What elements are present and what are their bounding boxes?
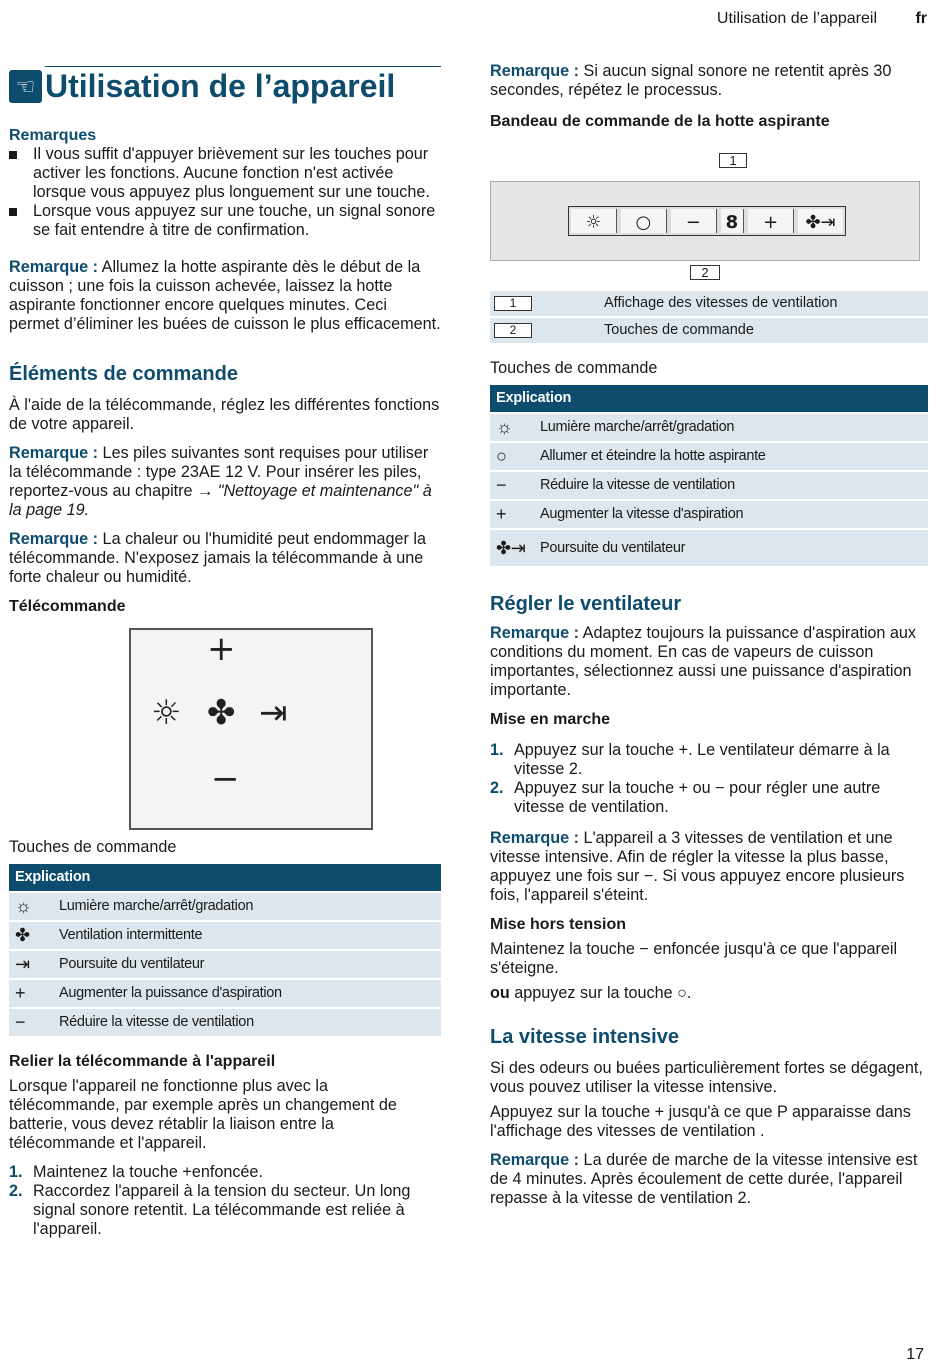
fan-heading: Régler le ventilateur [490, 593, 682, 615]
arrow-icon: → [197, 482, 214, 500]
switch-off-alt: ou appuyez sur la touche ○. [490, 984, 692, 1002]
note-text: Allumez la hotte aspirante dès le début de la cuisson ; une fois la cuisson achevée, laissez la hotte aspirante fonctionner encore quelques minutes. Ceci permet d’éliminer les buées de cuisson le plus efficacement. [9, 258, 441, 333]
list-item: 1. Appuyez sur la touche +. Le ventilateur démarre à la vitesse 2. [490, 741, 890, 778]
table-header: Explication [9, 864, 441, 891]
table-row [9, 922, 441, 949]
note-label: Remarque : [9, 530, 99, 548]
left-column [9, 62, 441, 1239]
table-cell: Affichage des vitesses de ventilation [600, 291, 928, 316]
table-row [490, 414, 928, 441]
fan-interval-icon: ✤ [9, 922, 53, 949]
light-icon: ☼ [571, 209, 617, 233]
table-cell: Ventilation intermittente [53, 922, 441, 949]
fan-overrun-icon: ✤⇥ [490, 530, 534, 566]
power-icon: ○ [490, 443, 534, 470]
plus-icon: + [748, 209, 794, 233]
table-row [490, 530, 928, 566]
switch-on-heading: Mise en marche [490, 711, 611, 728]
note-paragraph [9, 444, 441, 520]
table-cell: Augmenter la vitesse d'aspiration [534, 501, 928, 528]
light-icon: ☼ [490, 414, 534, 441]
table-cell: Poursuite du ventilateur [53, 951, 441, 978]
keys-caption: Touches de commande [490, 359, 658, 377]
note-text: L'appareil a 3 vitesses de ventilation et une vitesse intensive. Afin de régler la vitesse la plus basse, appuyez une fois sur −. Si vous appuyez encore plusieurs fois, l'appareil s'éteint. [490, 829, 905, 904]
fan-overrun-icon: ⇥ [259, 693, 288, 733]
page-number: 17 [906, 1346, 924, 1363]
note-paragraph [9, 258, 441, 334]
callout-row [490, 263, 928, 289]
note-label: Remarque : [490, 829, 580, 847]
plus-icon: + [207, 629, 236, 669]
table-cell: Lumière marche/arrêt/gradation [53, 893, 441, 920]
intensive-text: Appuyez sur la touche + jusqu'à ce que P apparaisse dans l'affichage des vitesses de ventilation . [490, 1103, 911, 1140]
keys-explanation-table [9, 862, 441, 1038]
callout-label: 2 [690, 265, 720, 280]
note-paragraph [490, 829, 928, 905]
list-item: Il vous suffit d'appuyer brièvement sur les touches pour activer les fonctions. Aucune fonction n'est activée lorsque vous appuyez plus longuement sur une touche. [9, 145, 441, 202]
running-header-title: Utilisation de l’appareil [716, 10, 877, 27]
table-row [490, 472, 928, 499]
switch-on-steps [490, 741, 928, 817]
callout-number: 2 [494, 323, 532, 338]
table-cell: Poursuite du ventilateur [534, 530, 928, 566]
table-cell: Réduire la vitesse de ventilation [534, 472, 928, 499]
remarks-heading: Remarques [9, 127, 97, 144]
section-title-block [15, 66, 441, 114]
panel-keys [568, 206, 846, 236]
remote-heading: Télécommande [9, 598, 126, 615]
table-header: Explication [490, 385, 928, 412]
intensive-heading: La vitesse intensive [490, 1026, 679, 1048]
plus-icon: + [490, 501, 534, 528]
panel-legend-table [490, 289, 928, 345]
speed-display: 8 [721, 209, 744, 233]
cross-reference-link[interactable]: "Nettoyage et maintenance" à la page 19. [9, 482, 432, 519]
keys-explanation-table [490, 383, 928, 568]
or-label: ou [490, 984, 510, 1002]
minus-icon: − [9, 1009, 53, 1036]
table-row [490, 318, 928, 343]
page-title: Utilisation de l’appareil [45, 68, 396, 104]
note-label: Remarque : [490, 62, 580, 80]
list-item: 2. Appuyez sur la touche + ou − pour régler une autre vitesse de ventilation. [490, 779, 881, 816]
note-text: Si aucun signal sonore ne retentit après 30 secondes, répétez le processus. [490, 62, 892, 99]
table-cell: Allumer et éteindre la hotte aspirante [534, 443, 928, 470]
note-paragraph [490, 624, 928, 700]
switch-off-heading: Mise hors tension [490, 916, 627, 933]
table-row [9, 980, 441, 1007]
note-label: Remarque : [9, 258, 99, 276]
note-text: La durée de marche de la vitesse intensive est de 4 minutes. Après écoulement de cette durée, l'appareil repasse à la vitesse de ventilation 2. [490, 1151, 918, 1207]
keys-caption: Touches de commande [9, 838, 177, 856]
elements-heading: Éléments de commande [9, 363, 238, 385]
remote-control-illustration [129, 628, 373, 830]
minus-icon: − [671, 209, 717, 233]
plus-icon: + [9, 980, 53, 1007]
elements-text: À l'aide de la télécommande, réglez les différentes fonctions de votre appareil. [9, 396, 440, 433]
fan-overrun-icon: ⇥ [9, 951, 53, 978]
note-label: Remarque : [490, 1151, 580, 1169]
note-text: Adaptez toujours la puissance d'aspiration aux conditions du moment. En cas de vapeurs de cuisson importantes, sélectionnez aussi une puissance d'aspiration importante. [490, 624, 917, 699]
light-icon: ☼ [151, 693, 182, 733]
list-item: 2. Raccordez l'appareil à la tension du secteur. Un long signal sonore retentit. La télécommande est reliée à l'appareil. [9, 1182, 411, 1238]
note-paragraph [9, 530, 441, 587]
control-panel-illustration [490, 153, 922, 263]
note-label: Remarque : [490, 624, 580, 642]
table-row [9, 951, 441, 978]
note-text: Les piles suivantes sont requises pour utiliser la télécommande : type 23AE 12 V. Pour insérer les piles, reportez-vous au chapitre [9, 444, 429, 500]
pairing-steps [9, 1163, 441, 1239]
callout-label: 1 [719, 153, 747, 168]
remarks-list [9, 145, 441, 240]
callout-number: 1 [494, 296, 532, 311]
note-paragraph [490, 62, 928, 100]
minus-icon: − [490, 472, 534, 499]
list-item: Lorsque vous appuyez sur une touche, un signal sonore se fait entendre à titre de confirmation. [9, 202, 441, 240]
pairing-heading: Relier la télécommande à l'appareil [9, 1053, 276, 1070]
note-label: Remarque : [9, 444, 99, 462]
running-header-language: fr [915, 10, 927, 27]
table-cell: Réduire la vitesse de ventilation [53, 1009, 441, 1036]
hand-touch-icon: ☜ [9, 70, 42, 103]
fan-overrun-icon: ✤⇥ [798, 209, 843, 233]
table-cell: Touches de commande [600, 318, 928, 343]
light-icon: ☼ [9, 893, 53, 920]
pairing-text: Lorsque l'appareil ne fonctionne plus avec la télécommande, par exemple après un changement de batterie, vous devez rétablir la liaison entre la télécommande et l'appareil. [9, 1077, 397, 1152]
power-icon: ○ [621, 209, 667, 233]
minus-icon: − [211, 759, 240, 799]
table-row [490, 443, 928, 470]
note-paragraph [490, 1151, 928, 1208]
table-cell: Lumière marche/arrêt/gradation [534, 414, 928, 441]
table-row [9, 1009, 441, 1036]
list-item: 1. Maintenez la touche +enfoncée. [9, 1163, 263, 1181]
right-column [490, 62, 928, 1218]
table-row [9, 893, 441, 920]
intensive-text: Si des odeurs ou buées particulièrement fortes se dégagent, vous pouvez utiliser la vitesse intensive. [490, 1059, 923, 1096]
table-row [490, 291, 928, 316]
note-text: La chaleur ou l'humidité peut endommager la télécommande. N'exposez jamais la télécommande à une forte chaleur ou humidité. [9, 530, 427, 586]
switch-off-text: Maintenez la touche − enfoncée jusqu'à ce que l'appareil s'éteigne. [490, 940, 898, 977]
table-row [490, 501, 928, 528]
table-cell: Augmenter la puissance d'aspiration [53, 980, 441, 1007]
fan-interval-icon: ✤ [207, 693, 236, 733]
panel-heading: Bandeau de commande de la hotte aspirante [490, 113, 830, 130]
